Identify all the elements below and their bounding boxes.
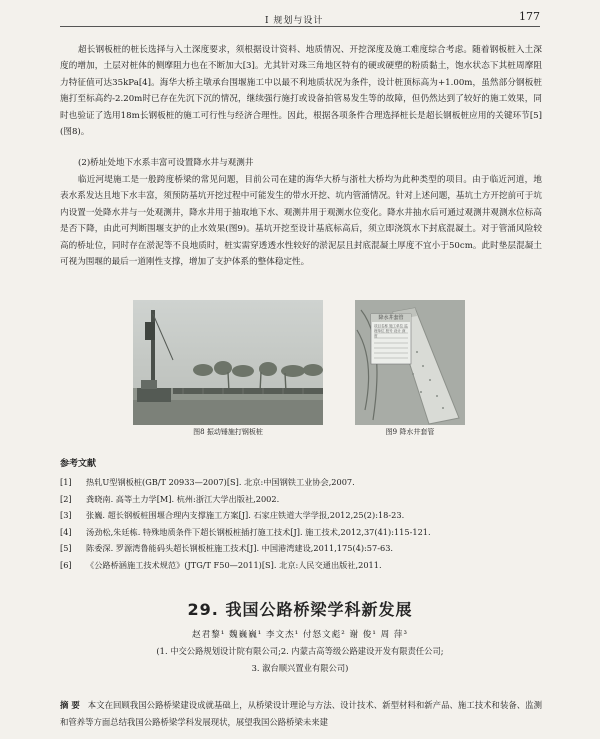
reference-item: [5] 陈委深. 罗源湾鲁能码头超长钢板桩施工技术[J]. 中国港湾建设,2011,175(4):57-63. xyxy=(60,543,394,553)
author-list: 赵君黎¹ 魏巍巍¹ 李文杰¹ 付怒文彪² 谢 俊¹ 周 萍³ xyxy=(192,630,408,640)
abstract xyxy=(60,697,542,730)
reference-item: [4] 汤劲松,朱廷栋. 特殊地质条件下超长钢板桩插打施工技术[J]. 施工技术,2012,37(41):115-121. xyxy=(60,526,431,537)
references-heading: 参考文献 xyxy=(60,459,97,469)
affiliation-line-2: 3. 溆台顺兴置业有限公司) xyxy=(251,663,349,673)
figure-9 xyxy=(355,300,465,440)
reference-item: [2] 龚晓南. 高等土力学[M]. 杭州:浙江大学出版社,2002. xyxy=(60,493,280,504)
header-section-title: Ⅰ 规划与设计 xyxy=(265,16,324,26)
figure-8 xyxy=(133,300,323,440)
article-title: 29. 我国公路桥梁学科新发展 xyxy=(187,600,413,619)
pile-driving-illustration xyxy=(133,300,323,425)
sign-heading: 降水井套管 xyxy=(378,315,404,321)
abstract-label: 摘 要 xyxy=(60,700,80,710)
abstract-text: 本文在回顾我国公路桥梁建设成就基础上，从桥梁设计理论与方法、设计技术、新型材料和新产品、施工技术和装备、监测和管养等方面总结我国公路桥梁学科发展现状，展望我国公路桥梁未来建 xyxy=(60,700,542,727)
reference-item: [3] 张巍. 超长钢板桩围堰合理内支撑施工方案[J]. 石家庄铁道大学学报,2012,25(2):18-23. xyxy=(60,510,405,520)
reference-list xyxy=(60,474,542,573)
dewatering-well-photo xyxy=(355,300,465,425)
body-paragraph-2: 临近河堤施工是一般跨度桥梁的常见问题，目前公司在建的海华大桥与浙杜大桥均为此种类型的项目。由于临近河道，地表水系发达且地下水丰富，须预防基坑开挖过程中可能发生的带水开挖、坑内管涌情况。针对上述问题，基坑土方开挖前可于坑内设置一处降水井与一处观测井，降水井用于抽取地下水、观测井用于观测水位变化。降水井抽水后可通过观测井观测水位标高是否下降，由此可判断围堰支护的止水效果(图9)。基坑开挖至设计基底标高后，须立即浇筑水下封底混凝土。对于管涌风险较高的桥址位，同时存在淤泥等不良地质时，桩实需穿透透水性较好的淤泥层且封底混凝土厚度不宜小于50cm。此时垫层混凝土可视为围堰的最后一道刚性支撑，增加了支护体系的整体稳定性。 xyxy=(60,175,542,268)
figure-8-caption: 图8 振动锤施打钢板桩 xyxy=(193,428,263,436)
pile-driving-photo xyxy=(133,300,323,425)
subsection-heading: (2)桥址处地下水系丰富可设置降水井与观测井 xyxy=(78,158,254,168)
sign-text: 项目名称 施工单位 监理单位 桩号 设计 深度 xyxy=(374,324,408,338)
page-number: 177 xyxy=(519,10,540,23)
reference-item: [1] 热轧U型钢板桩(GB/T 20933—2007)[S]. 北京:中国钢铁工业协会,2007. xyxy=(60,477,355,487)
affiliation-line-1: (1. 中交公路规划设计院有限公司;2. 内蒙古高等级公路建设开发有限责任公司; xyxy=(156,646,444,656)
figure-9-caption: 图9 降水井套管 xyxy=(385,428,435,436)
reference-item: [6] 《公路桥涵施工技术规范》(JTG/T F50—2011)[S]. 北京:人民交通出版社,2011. xyxy=(60,559,382,570)
running-header xyxy=(60,10,540,27)
body-paragraph-1: 超长钢板桩的桩长选择与入土深度要求，须根据设计资料、地质情况、开挖深度及施工难度综合考虑。随着钢板桩入土深度的增加，土层对桩体的侧摩阻力也在不断加大[3]。尤其针对珠三角地区特有的硬或硬塑的粉质黏土，饱水状态下其桩周摩阻力特征值可达35kPa[4]。海华大桥主墩承台围堰施工中以最不利地质状况为条件，设计桩顶标高为+1.00m，虽然部分钢板桩施打至标高约-2.20m时已存在先沉下沉的情况，继续强行施打或设备拍管易发生等的故障，但仍然达到了较好的施工效果，同时也验证了选用18m长钢板桩的施工可行性与经济合理性。因此，根据各项条件合理选择桩长是超长钢板桩应用的关键环节[5](图8)。 xyxy=(60,45,542,138)
